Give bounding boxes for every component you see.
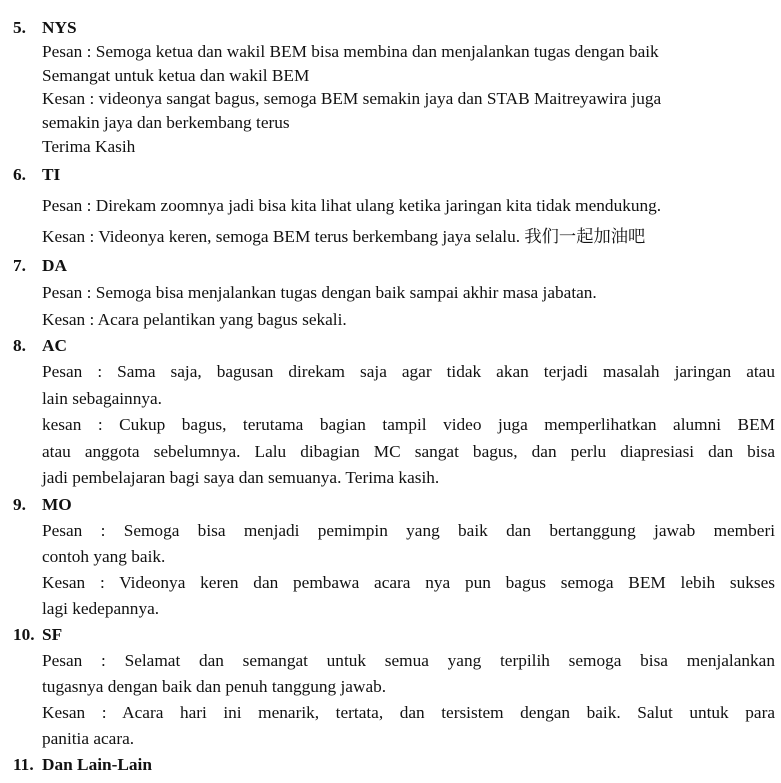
list-item-7: [0, 252, 781, 333]
item-number: 11.: [13, 754, 34, 774]
item-line: lain sebagainnya.: [42, 388, 162, 408]
item-line: semakin jaya dan berkembang terus: [42, 113, 290, 133]
item-content: [42, 492, 775, 622]
item-number: 9.: [13, 494, 26, 514]
list-item-5: [0, 16, 781, 159]
item-content: [42, 252, 775, 333]
list-item-10: [0, 622, 781, 752]
item-title: Dan Lain-Lain: [42, 754, 152, 774]
item-line: tugasnya dengan baik dan penuh tanggung jawab.: [42, 676, 387, 696]
item-title: DA: [42, 255, 67, 275]
item-number: 10.: [13, 624, 35, 644]
item-line: Semangat untuk ketua dan wakil BEM: [42, 65, 310, 85]
item-line: lagi kedepannya.: [42, 598, 160, 618]
item-line: Pesan : Sama saja, bagusan direkam saja agar tidak akan terjadi masalah jaringan atau: [42, 362, 775, 382]
item-line: Kesan : Acara pelantikan yang bagus sekali.: [42, 309, 347, 329]
item-number: 7.: [13, 255, 26, 275]
item-content: [42, 16, 775, 159]
item-line: panitia acara.: [42, 728, 135, 748]
item-line: Kesan : Videonya keren dan pembawa acara nya pun bagus semoga BEM lebih sukses: [42, 572, 775, 592]
item-line: Pesan : Direkam zoomnya jadi bisa kita lihat ulang ketika jaringan kita tidak mendukung.: [42, 195, 662, 215]
item-content: [42, 752, 775, 778]
item-number: 5.: [13, 18, 26, 37]
item-number: 8.: [13, 335, 26, 355]
item-line: Kesan : Videonya keren, semoga BEM terus berkembang jaya selalu. 我们一起加油吧: [42, 226, 646, 246]
item-line: atau anggota sebelumnya. Lalu dibagian MC sangat bagus, dan perlu diapresiasi dan bisa: [42, 441, 775, 461]
item-line: jadi pembelajaran bagi saya dan semuanya. Terima kasih.: [42, 468, 440, 488]
item-line: Terima Kasih: [42, 136, 136, 156]
item-title: TI: [42, 164, 61, 184]
item-content: [42, 159, 775, 252]
item-title: SF: [42, 624, 63, 644]
item-line: Kesan : videonya sangat bagus, semoga BEM semakin jaya dan STAB Maitreyawira juga: [42, 89, 662, 109]
item-line: Pesan : Semoga bisa menjalankan tugas dengan baik sampai akhir masa jabatan.: [42, 282, 597, 302]
list-item-6: [0, 159, 781, 252]
item-title: NYS: [42, 18, 77, 37]
item-line: Kesan : Acara hari ini menarik, tertata, dan tersistem dengan baik. Salut untuk para: [42, 702, 775, 722]
item-number: 6.: [13, 164, 26, 184]
item-title: MO: [42, 494, 72, 514]
item-line: Pesan : Semoga ketua dan wakil BEM bisa membina dan menjalankan tugas dengan baik: [42, 41, 659, 61]
item-content: [42, 622, 775, 752]
item-line: kesan : Cukup bagus, terutama bagian tampil video juga memperlihatkan alumni BEM: [42, 415, 775, 435]
item-line: Pesan : Selamat dan semangat untuk semua yang terpilih semoga bisa menjalankan: [42, 650, 775, 670]
list-item-9: [0, 492, 781, 622]
list-item-11: [0, 752, 781, 778]
item-content: [42, 333, 775, 492]
list-item-8: [0, 333, 781, 492]
item-line: Pesan : Semoga bisa menjadi pemimpin yang baik dan bertanggung jawab memberi: [42, 520, 775, 540]
item-title: AC: [42, 335, 67, 355]
document-page: [0, 16, 781, 778]
item-line: contoh yang baik.: [42, 546, 166, 566]
